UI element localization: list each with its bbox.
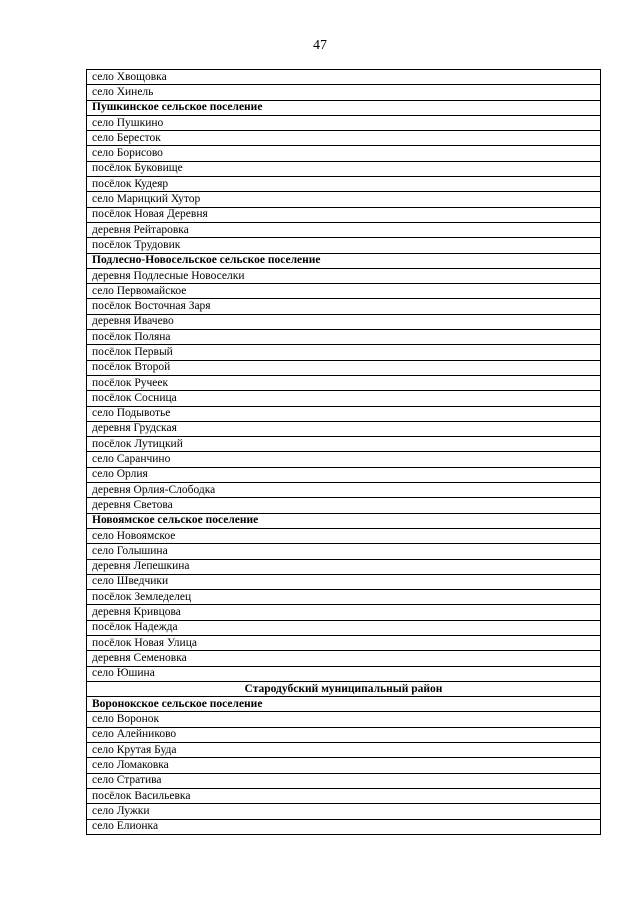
settlement-name: село Орлия (87, 467, 601, 482)
settlement-name: посёлок Земледелец (87, 590, 601, 605)
settlement-name: село Алейниково (87, 727, 601, 742)
settlement-name: посёлок Сосница (87, 391, 601, 406)
settlement-group-name: Новоямское сельское поселение (87, 513, 601, 528)
settlement-row (87, 452, 601, 467)
settlement-row (87, 207, 601, 222)
settlement-group-header (87, 513, 601, 528)
settlement-row (87, 375, 601, 390)
settlement-name: посёлок Буковище (87, 161, 601, 176)
settlement-row (87, 161, 601, 176)
settlement-name: посёлок Ручеек (87, 375, 601, 390)
settlement-name: посёлок Первый (87, 345, 601, 360)
settlement-name: деревня Лепешкина (87, 559, 601, 574)
settlement-name: посёлок Новая Деревня (87, 207, 601, 222)
settlement-row (87, 268, 601, 283)
settlements-table (86, 69, 601, 835)
settlement-row (87, 819, 601, 834)
settlement-row (87, 788, 601, 803)
settlement-row (87, 192, 601, 207)
settlement-name: посёлок Надежда (87, 620, 601, 635)
settlement-name: село Шведчики (87, 574, 601, 589)
settlement-row (87, 666, 601, 681)
district-name: Стародубский муниципальный район (87, 681, 601, 696)
settlement-group-header (87, 697, 601, 712)
settlement-row (87, 238, 601, 253)
settlement-name: село Крутая Буда (87, 743, 601, 758)
settlement-group-header (87, 253, 601, 268)
settlement-row (87, 635, 601, 650)
settlement-name: деревня Подлесные Новоселки (87, 268, 601, 283)
settlement-row (87, 406, 601, 421)
settlement-name: деревня Ивачево (87, 314, 601, 329)
settlement-name: село Голышина (87, 544, 601, 559)
settlement-row (87, 421, 601, 436)
settlement-group-name: Воронокское сельское поселение (87, 697, 601, 712)
settlement-row (87, 345, 601, 360)
page-number: 47 (313, 38, 327, 53)
settlement-name: посёлок Васильевка (87, 788, 601, 803)
settlement-row (87, 330, 601, 345)
settlement-name: посёлок Трудовик (87, 238, 601, 253)
settlement-name: село Хвощовка (87, 70, 601, 85)
settlement-row (87, 314, 601, 329)
settlement-name: посёлок Кудеяр (87, 177, 601, 192)
settlement-row (87, 437, 601, 452)
settlement-name: посёлок Лутицкий (87, 437, 601, 452)
settlement-name: деревня Орлия-Слободка (87, 483, 601, 498)
settlement-name: деревня Рейтаровка (87, 222, 601, 237)
settlement-group-header (87, 100, 601, 115)
settlement-name: село Юшина (87, 666, 601, 681)
settlement-row (87, 222, 601, 237)
settlement-row (87, 177, 601, 192)
settlement-name: село Лужки (87, 804, 601, 819)
settlement-row (87, 712, 601, 727)
settlement-row (87, 115, 601, 130)
settlement-name: деревня Семеновка (87, 651, 601, 666)
settlement-name: село Саранчино (87, 452, 601, 467)
settlement-row (87, 758, 601, 773)
settlement-row (87, 528, 601, 543)
settlement-row (87, 131, 601, 146)
settlement-name: село Борисово (87, 146, 601, 161)
settlement-name: деревня Кривцова (87, 605, 601, 620)
settlement-name: село Елионка (87, 819, 601, 834)
settlement-row (87, 743, 601, 758)
settlement-group-name: Подлесно-Новосельское сельское поселение (87, 253, 601, 268)
settlement-row (87, 773, 601, 788)
settlement-name: деревня Светова (87, 498, 601, 513)
settlement-name: посёлок Восточная Заря (87, 299, 601, 314)
settlement-name: село Воронок (87, 712, 601, 727)
settlement-name: посёлок Поляна (87, 330, 601, 345)
settlement-row (87, 85, 601, 100)
settlement-row (87, 483, 601, 498)
settlement-row (87, 590, 601, 605)
settlement-name: село Подывотье (87, 406, 601, 421)
settlement-row (87, 651, 601, 666)
settlement-name: посёлок Второй (87, 360, 601, 375)
settlement-row (87, 498, 601, 513)
settlement-name: село Стратива (87, 773, 601, 788)
settlement-row (87, 605, 601, 620)
settlement-row (87, 727, 601, 742)
settlement-name: село Ломаковка (87, 758, 601, 773)
settlement-row (87, 467, 601, 482)
settlement-row (87, 804, 601, 819)
settlement-name: село Бересток (87, 131, 601, 146)
settlement-row (87, 299, 601, 314)
settlement-row (87, 559, 601, 574)
settlement-name: село Пушкино (87, 115, 601, 130)
settlement-group-name: Пушкинское сельское поселение (87, 100, 601, 115)
settlement-name: село Хинель (87, 85, 601, 100)
settlement-row (87, 620, 601, 635)
settlements-table-body (87, 70, 601, 835)
settlement-name: село Марицкий Хутор (87, 192, 601, 207)
settlement-row (87, 284, 601, 299)
settlement-row (87, 574, 601, 589)
settlement-name: село Первомайское (87, 284, 601, 299)
settlement-name: деревня Грудская (87, 421, 601, 436)
settlement-row (87, 70, 601, 85)
settlement-row (87, 146, 601, 161)
settlement-row (87, 544, 601, 559)
settlement-name: посёлок Новая Улица (87, 635, 601, 650)
settlement-row (87, 391, 601, 406)
settlement-row (87, 360, 601, 375)
district-header (87, 681, 601, 696)
settlement-name: село Новоямское (87, 528, 601, 543)
